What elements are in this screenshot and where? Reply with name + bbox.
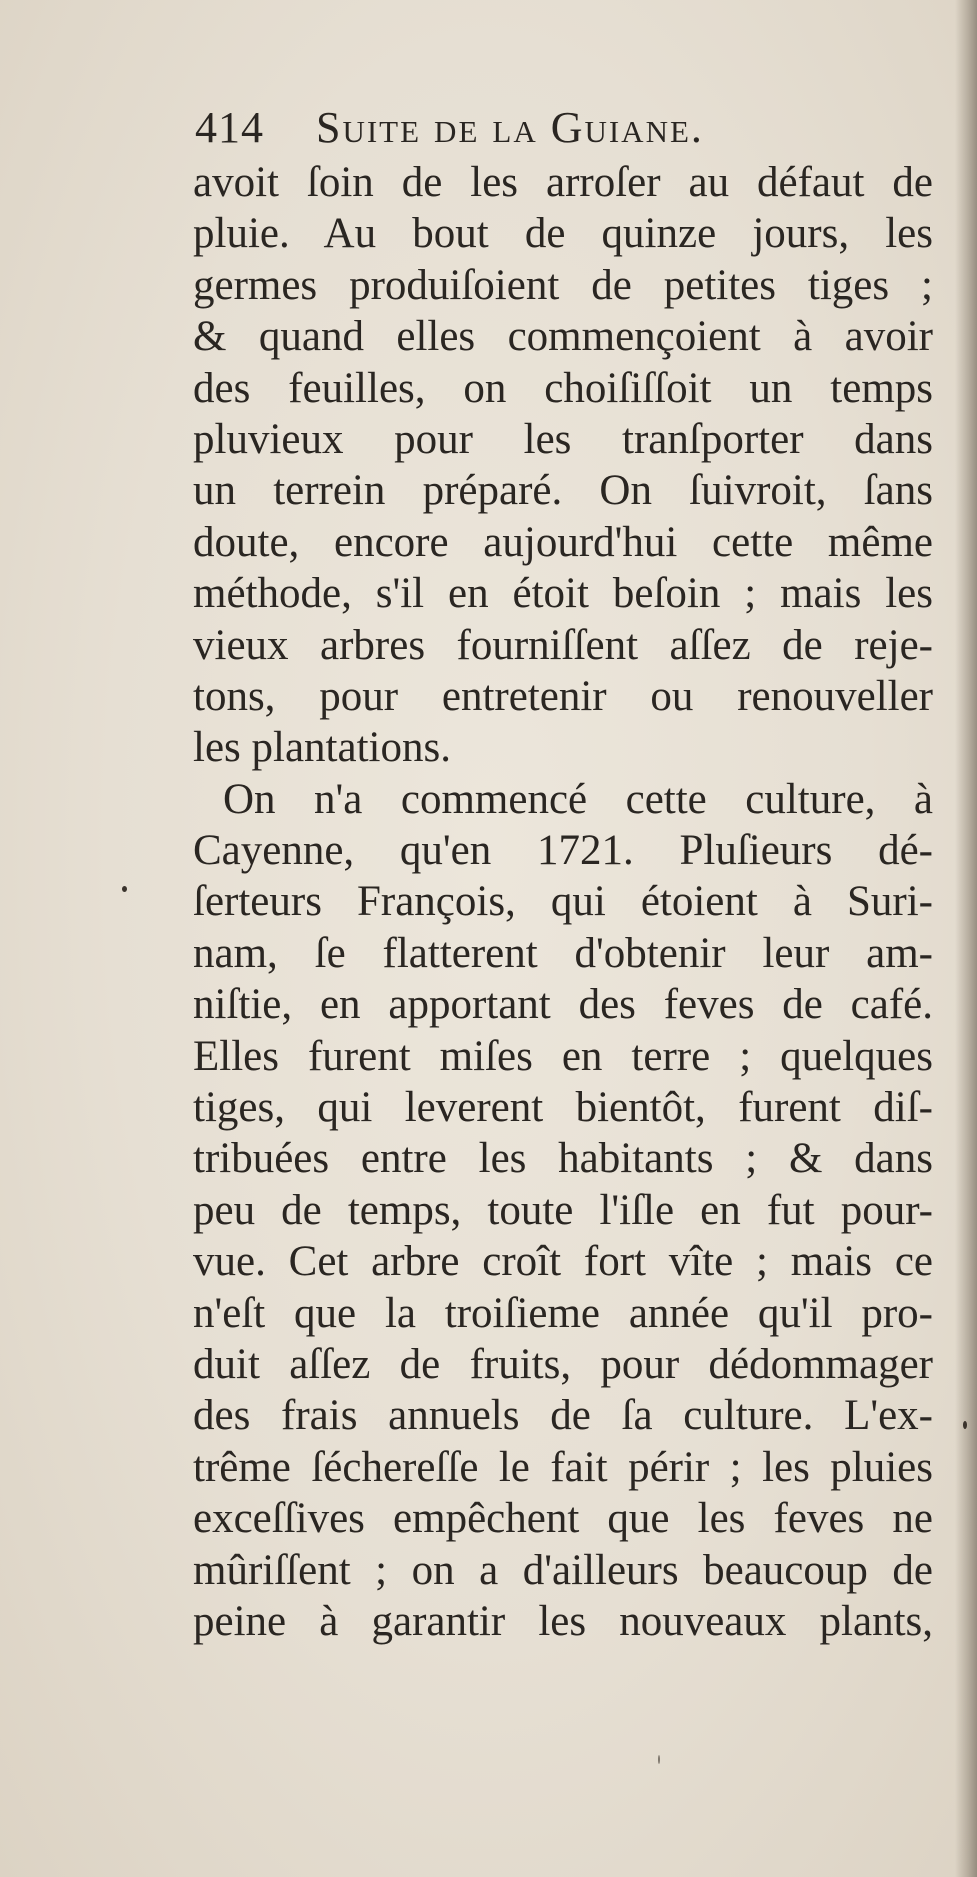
text-line: les plantations. bbox=[193, 724, 451, 772]
text-line: avoit ſoin de les arroſer au défaut de bbox=[193, 159, 933, 206]
text-line: tribuées entre les habitants ; & dans bbox=[193, 1135, 933, 1183]
text-line: pluvieux pour les tranſporter dans bbox=[193, 415, 933, 463]
text-line: nam, ſe flatterent d'obtenir leur am- bbox=[193, 929, 933, 977]
page-number: 414 bbox=[195, 103, 264, 152]
ink-speck bbox=[963, 1421, 967, 1429]
text-line: doute, encore aujourd'hui cette même bbox=[193, 518, 933, 566]
running-title: Suite de la Guiane. bbox=[316, 103, 704, 152]
ink-speck bbox=[658, 1755, 660, 1764]
page-edge-shadow bbox=[955, 0, 977, 1877]
text-line: Cayenne, qu'en 1721. Pluſieurs dé- bbox=[193, 827, 933, 875]
text-line: des feuilles, on choiſiſſoit un temps bbox=[193, 364, 933, 412]
text-line: ſerteurs François, qui étoient à Suri- bbox=[193, 878, 933, 926]
text-line: vue. Cet arbre croît fort vîte ; mais ce bbox=[193, 1238, 933, 1286]
text-line: mûriſſent ; on a d'ailleurs beaucoup de bbox=[193, 1546, 933, 1594]
text-line: peine à garantir les nouveaux plants, bbox=[193, 1597, 933, 1645]
page-header bbox=[195, 98, 895, 158]
text-line: niſtie, en apportant des feves de café. bbox=[193, 981, 933, 1029]
text-line: duit aſſez de fruits, pour dédommager bbox=[193, 1340, 933, 1388]
text-line: tiges, qui leverent bientôt, furent diſ- bbox=[193, 1084, 933, 1132]
text-line: germes produiſoient de petites tiges ; bbox=[193, 261, 933, 309]
ink-speck bbox=[122, 886, 127, 892]
text-line: un terrein préparé. On ſuivroit, ſans bbox=[193, 467, 933, 515]
text-line-paragraph-start: On n'a commencé cette culture, à bbox=[223, 775, 933, 823]
text-line: tons, pour entretenir ou renouveller bbox=[193, 672, 933, 720]
text-line: & quand elles commençoient à avoir bbox=[193, 313, 933, 361]
text-line: exceſſives empêchent que les feves ne bbox=[193, 1495, 933, 1543]
text-line: Elles furent miſes en terre ; quelques bbox=[193, 1032, 933, 1080]
text-line: des frais annuels de ſa culture. L'ex- bbox=[193, 1392, 933, 1440]
text-line: méthode, s'il en étoit beſoin ; mais les bbox=[193, 570, 933, 618]
text-line: trême ſéchereſſe le fait périr ; les pluies bbox=[193, 1443, 933, 1491]
text-line: peu de temps, toute l'iſle en fut pour- bbox=[193, 1186, 933, 1234]
text-line: n'eſt que la troiſieme année qu'il pro- bbox=[193, 1289, 933, 1337]
text-line: pluie. Au bout de quinze jours, les bbox=[193, 210, 933, 258]
body-text bbox=[193, 157, 933, 1647]
text-line: vieux arbres fourniſſent aſſez de reje- bbox=[193, 621, 933, 669]
